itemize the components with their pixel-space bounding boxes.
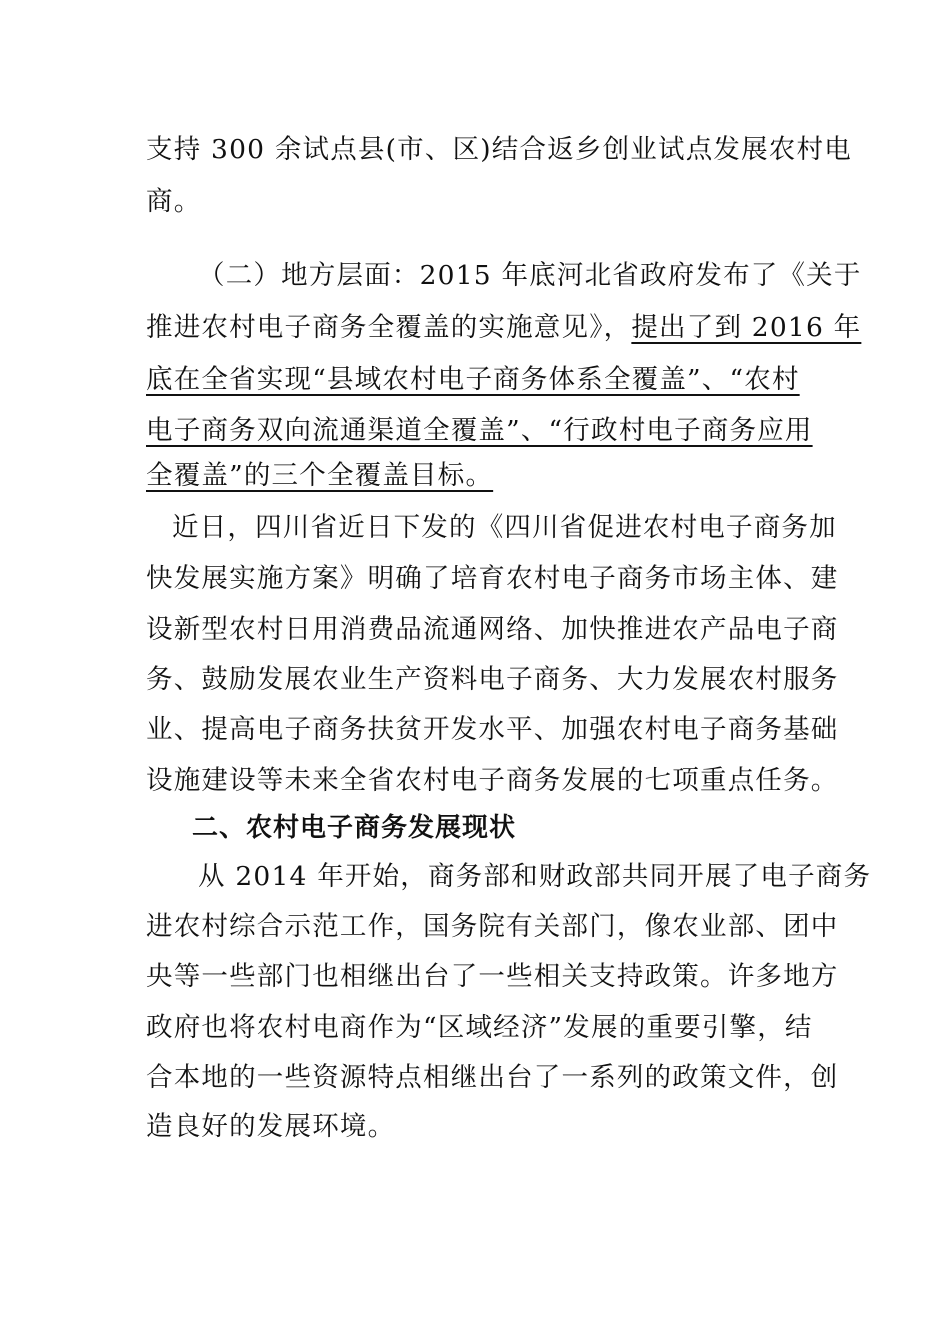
- paragraph-4-line-2: 进农村综合示范工作，国务院有关部门，像农业部、团中: [146, 911, 839, 942]
- paragraph-2-line-2-plain: 推进农村电子商务全覆盖的实施意见》，: [146, 312, 632, 343]
- section-heading: 二、农村电子商务发展现状: [192, 813, 517, 843]
- paragraph-2-line-3: [146, 363, 800, 397]
- paragraph-2-line-2: [146, 311, 862, 345]
- paragraph-2-line-2-underlined: 提出了到 2016 年: [631, 312, 862, 343]
- paragraph-4-line-1: 从 2014 年开始，商务部和财政部共同开展了电子商务: [198, 861, 872, 892]
- paragraph-3-line-3: 设新型农村日用消费品流通网络、加快推进农产品电子商: [146, 614, 839, 645]
- underlined-text: 全覆盖”的三个全覆盖目标。: [146, 460, 494, 491]
- paragraph-4-line-3: 央等一些部门也相继出台了一些相关支持政策。许多地方: [146, 961, 839, 992]
- paragraph-1-line-1: 支持 300 余试点县(市、区)结合返乡创业试点发展农村电: [146, 134, 852, 165]
- paragraph-1-line-2: 商。: [146, 186, 202, 217]
- underlined-text: 电子商务双向流通渠道全覆盖”、“行政村电子商务应用: [146, 415, 813, 446]
- paragraph-2-line-1: （二）地方层面：2015 年底河北省政府发布了《关于: [198, 260, 862, 291]
- paragraph-4-line-5: 合本地的一些资源特点相继出台了一系列的政策文件，创: [146, 1062, 839, 1093]
- paragraph-2-line-5: [146, 459, 796, 493]
- paragraph-4-line-6: 造良好的发展环境。: [146, 1111, 396, 1142]
- paragraph-4-line-4: 政府也将农村电商作为“区域经济”发展的重要引擎，结: [146, 1012, 813, 1043]
- underlined-text: 底在全省实现“县域农村电子商务体系全覆盖”、“农村: [146, 364, 800, 395]
- paragraph-2-line-4: [146, 414, 813, 448]
- paragraph-3-line-5: 业、提高电子商务扶贫开发水平、加强农村电子商务基础: [146, 714, 839, 745]
- paragraph-3-line-2: 快发展实施方案》明确了培育农村电子商务市场主体、建: [146, 563, 839, 594]
- paragraph-3-line-1: 近日，四川省近日下发的《四川省促进农村电子商务加: [172, 512, 837, 543]
- paragraph-3-line-4: 务、鼓励发展农业生产资料电子商务、大力发展农村服务: [146, 664, 839, 695]
- paragraph-3-line-6: 设施建设等未来全省农村电子商务发展的七项重点任务。: [146, 765, 839, 796]
